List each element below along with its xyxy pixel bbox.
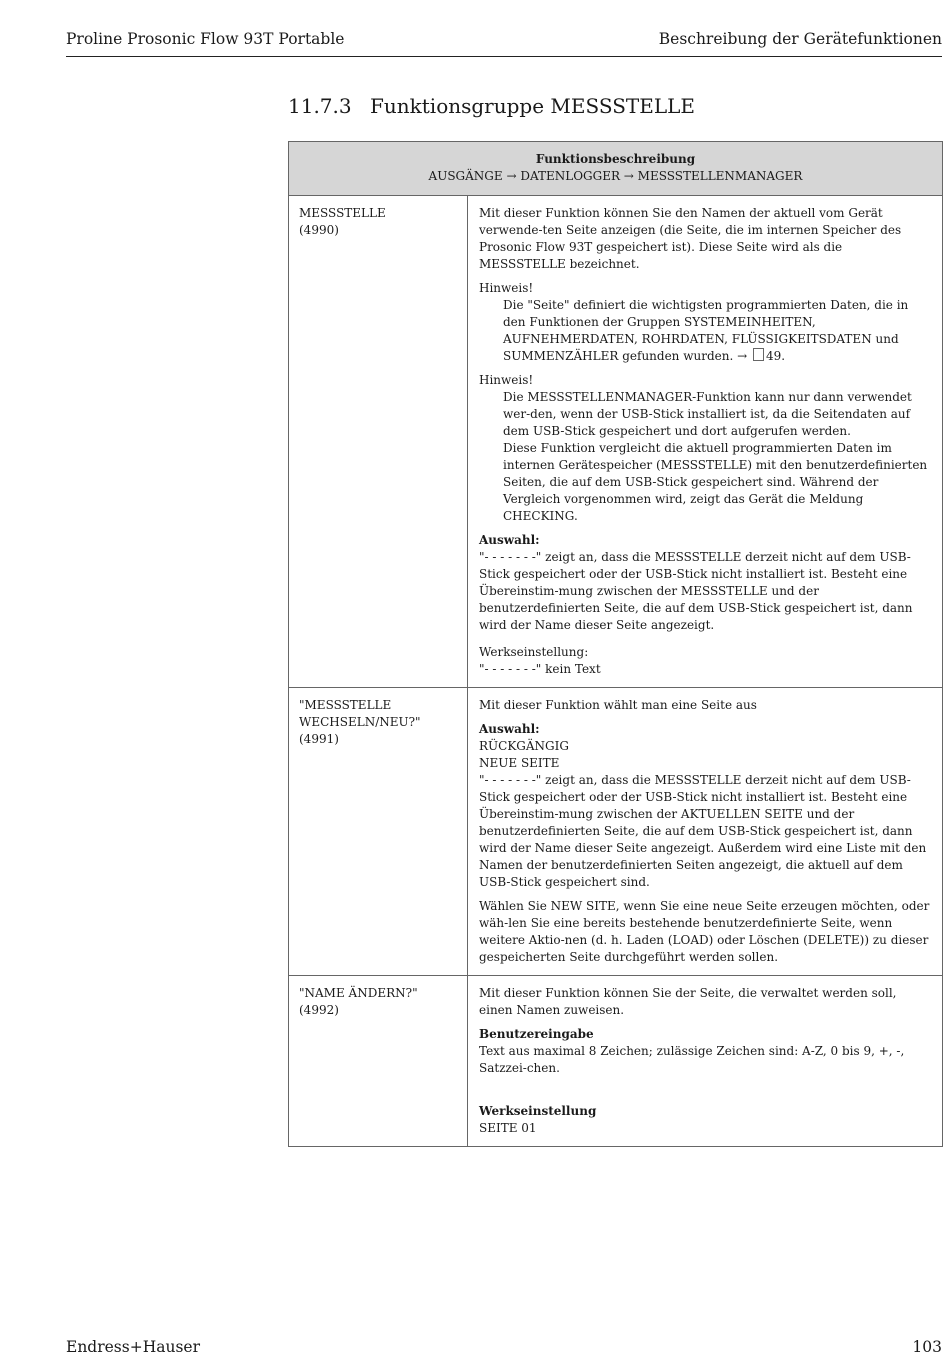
footer-brand: Endress+Hauser — [66, 1338, 200, 1356]
default-block — [479, 1103, 931, 1137]
function-code: (4991) — [299, 732, 339, 746]
selection-text: "- - - - - - -" zeigt an, dass die MESSSTELLE derzeit nicht auf dem USB-Stick gespeichert oder der USB-Stick nicht installiert ist. Besteht eine Übereinstim-mung zwischen der MESSSTELLE und der benutzerdefinierten Seite, die auf dem USB-Stick gespeichert ist, dann wird der Name dieser Seite angezeigt. — [479, 550, 913, 632]
note-label: Hinweis! — [479, 373, 534, 387]
function-name: "MESSSTELLE WECHSELN/NEU?" — [299, 698, 421, 729]
table-header-path: AUSGÄNGE → DATENLOGGER → MESSSTELLENMANAGER — [428, 169, 803, 183]
default-label: Werkseinstellung: — [479, 645, 589, 659]
selection-block — [479, 721, 931, 891]
input-block — [479, 1026, 931, 1077]
header-chapter-title: Beschreibung der Gerätefunktionen — [658, 30, 942, 48]
description-text: Mit dieser Funktion können Sie der Seite, die verwaltet werden soll, einen Namen zuweisen. — [479, 986, 897, 1017]
selection-option: NEUE SEITE — [479, 756, 560, 770]
page-number: 103 — [912, 1338, 942, 1356]
table-row — [289, 196, 943, 688]
function-description-cell — [468, 196, 943, 688]
function-code: (4992) — [299, 1003, 339, 1017]
input-label: Benutzereingabe — [479, 1027, 594, 1041]
note-label: Hinweis! — [479, 281, 534, 295]
description-text: Mit dieser Funktion wählt man eine Seite aus — [479, 698, 757, 712]
section-title: Funktionsgruppe MESSSTELLE — [370, 94, 695, 118]
function-name-cell — [289, 688, 468, 976]
description-text: Mit dieser Funktion können Sie den Namen der aktuell vom Gerät verwende-ten Seite anzeigen (die Seite, die im internen Speicher des Prosonic Flow 93T gespeichert ist). Diese Seite wird als die MESSSTELLE bezeichnet. — [479, 206, 902, 271]
table-header-title: Funktionsbeschreibung — [535, 152, 696, 166]
default-value: "- - - - - - -" kein Text — [479, 662, 601, 676]
page-reference-icon — [753, 348, 764, 361]
note-block — [479, 372, 931, 525]
header-product-name: Proline Prosonic Flow 93T Portable — [66, 30, 345, 48]
description-text: Wählen Sie NEW SITE, wenn Sie eine neue Seite erzeugen möchten, oder wäh-len Sie eine bereits bestehende benutzerdefinierte Seite, wenn weitere Aktio-nen (d. h. Laden (LOAD) oder Löschen (DELETE)) zu dieser gespeicherten Seite durchgeführt werden sollen. — [479, 899, 930, 964]
selection-label: Auswahl: — [479, 533, 540, 547]
note-text: Diese Funktion vergleicht die aktuell programmierten Daten im internen Gerätespeicher (MESSSTELLE) mit den benutzerdefinierten Seiten, die auf dem USB-Stick gespeichert sind. Während der Vergleich vorgenommen wird, zeigt das Gerät die Meldung CHECKING. — [503, 441, 928, 523]
default-value: SEITE 01 — [479, 1121, 537, 1135]
function-name-cell — [289, 976, 468, 1147]
note-block — [479, 280, 931, 365]
function-code: (4990) — [299, 223, 339, 237]
function-description-cell — [468, 688, 943, 976]
table-header-row — [289, 142, 943, 196]
section-heading — [288, 94, 695, 118]
section-number: 11.7.3 — [288, 94, 352, 118]
default-block — [479, 644, 931, 678]
selection-text: "- - - - - - -" zeigt an, dass die MESSSTELLE derzeit nicht auf dem USB-Stick gespeichert oder der USB-Stick nicht installiert ist. Besteht eine Übereinstim-mung zwischen der AKTUELLEN SEITE und der benutzerdefinierten Seite, die auf dem USB-Stick gespeichert ist, dann wird der Name dieser Seite angezeigt. Außerdem wird eine Liste mit den Namen der benutzerdefinierten Seiten angezeigt, die aktuell auf dem USB-Stick gespeichert sind. — [479, 773, 927, 889]
selection-label: Auswahl: — [479, 722, 540, 736]
function-name-cell — [289, 196, 468, 688]
note-text: Die "Seite" definiert die wichtigsten programmierten Daten, die in den Funktionen der Gruppen SYSTEMEINHEITEN, AUFNEHMERDATEN, ROHRDATEN, FLÜSSIGKEITSDATEN und SUMMENZÄHLER gefunden wurden. → — [503, 298, 909, 363]
selection-block — [479, 532, 931, 634]
function-description-cell — [468, 976, 943, 1147]
table-row — [289, 688, 943, 976]
function-name: MESSSTELLE — [299, 206, 386, 220]
page-reference: 49. — [765, 349, 786, 363]
table-header — [289, 142, 943, 196]
table-row — [289, 976, 943, 1147]
input-text: Text aus maximal 8 Zeichen; zulässige Zeichen sind: A-Z, 0 bis 9, +, -, Satzzei-chen. — [479, 1044, 905, 1075]
default-label: Werkseinstellung — [479, 1104, 597, 1118]
page-header — [66, 28, 942, 57]
function-name: "NAME ÄNDERN?" — [299, 986, 418, 1000]
selection-option: RÜCKGÄNGIG — [479, 739, 569, 753]
note-text: Die MESSSTELLENMANAGER-Funktion kann nur dann verwendet wer-den, wenn der USB-Stick installiert ist, da die Seitendaten auf dem USB-Stick gespeichert und dort aufgerufen werden. — [503, 390, 912, 438]
function-table — [288, 141, 943, 1147]
